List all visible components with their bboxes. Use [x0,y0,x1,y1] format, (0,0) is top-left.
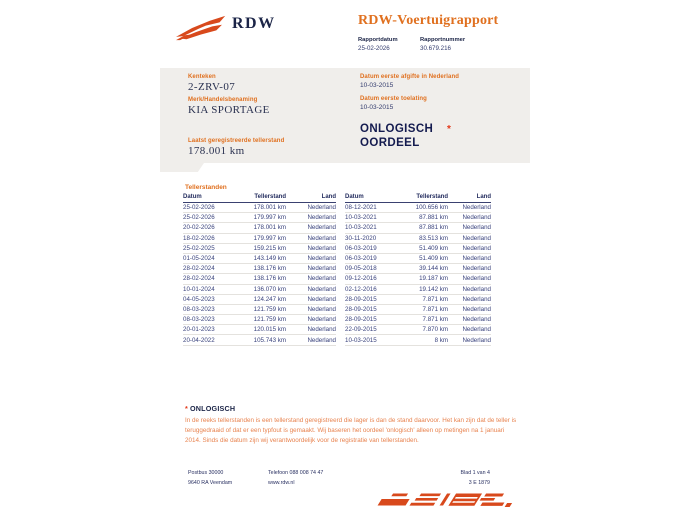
table-header-row [345,194,491,203]
odometer-cell: 143.149 km [253,255,286,263]
country-cell: Nederland [307,265,336,273]
date-cell: 10-03-2021 [345,214,377,222]
header-datum: Datum [345,194,364,200]
kenteken-value: 2-ZRV-07 [188,81,236,93]
table-row [345,234,491,244]
date-cell: 10-01-2024 [183,285,215,293]
date-cell: 06-03-2019 [345,244,377,252]
odometer-cell: 7.871 km [422,316,448,324]
odometer-cell: 87.881 km [419,214,448,222]
table-row [183,254,336,264]
country-cell: Nederland [462,295,491,303]
country-cell: Nederland [462,244,491,252]
merk-label: Merk/Handelsbenaming [188,97,258,103]
date-cell: 25-02-2026 [183,204,215,212]
odometer-cell: 105.743 km [253,336,286,344]
odometer-value: 178.001 km [188,145,245,157]
table-row [345,285,491,295]
header-datum: Datum [183,194,202,200]
kenteken-label: Kenteken [188,74,216,80]
verdict-asterisk-icon: * [447,124,451,135]
odometer-cell: 83.513 km [419,234,448,242]
table-title: Tellerstanden [185,184,227,191]
odometer-cell: 121.759 km [253,316,286,324]
date-cell: 28-02-2024 [183,265,215,273]
table-row [345,203,491,213]
header-tellerstand: Tellerstand [416,194,448,200]
table-row [183,274,336,284]
footer-website: www.rdw.nl [268,479,295,486]
header-land: Land [321,194,336,200]
country-cell: Nederland [462,255,491,263]
country-cell: Nederland [307,336,336,344]
odometer-cell: 136.070 km [253,285,286,293]
date-cell: 20-02-2026 [183,224,215,232]
date-cell: 02-12-2016 [345,285,377,293]
country-cell: Nederland [307,275,336,283]
country-cell: Nederland [307,316,336,324]
rdw-wordmark: RDW [232,15,276,32]
rdw-logo-icon [176,14,226,42]
date-cell: 06-03-2019 [345,255,377,263]
odometer-cell: 121.759 km [253,305,286,313]
country-cell: Nederland [462,204,491,212]
footer-address [188,469,232,488]
footer-paging [400,469,490,488]
speed-lines-icon [374,492,526,512]
table-row [345,295,491,305]
date-cell: 30-11-2020 [345,234,377,242]
country-cell: Nederland [462,305,491,313]
odometer-cell: 19.187 km [419,275,448,283]
merk-value: KIA SPORTAGE [188,104,270,116]
date-cell: 20-04-2022 [183,336,215,344]
table-row [183,234,336,244]
odometer-cell: 138.176 km [253,275,286,283]
odometer-cell: 51.409 km [419,255,448,263]
report-number-label: Rapportnummer [420,37,466,43]
country-cell: Nederland [307,285,336,293]
country-cell: Nederland [307,214,336,222]
table-row [345,305,491,315]
country-cell: Nederland [307,234,336,242]
verdict-line1: ONLOGISCH [360,123,434,135]
country-cell: Nederland [462,285,491,293]
odometer-cell: 179.997 km [253,234,286,242]
odometer-table-left [183,194,336,346]
table-row [183,315,336,325]
table-row [183,305,336,315]
date-cell: 04-05-2023 [183,295,215,303]
table-row [183,325,336,335]
first-issue-value: 10-03-2015 [360,82,394,89]
report-date-label: Rapportdatum [358,37,398,43]
odometer-table-right [345,194,491,346]
odometer-cell: 39.144 km [419,265,448,273]
footnote-heading [185,404,235,413]
table-row [183,244,336,254]
table-row [345,213,491,223]
footnote-text: In de reeks tellerstanden is een tellerstand geregistreerd die lager is dan de stand daarvoor. Het kan zijn dat de teller is teruggedraaid of dat er een typfout is gemaakt. Wij baseren het oordeel 'onlogisch' alleen op metingen na 1 januari 2014. Sinds die datum zijn wij verantwoordelijk voor de registratie van tellerstanden. [185,417,517,444]
date-cell: 08-03-2023 [183,316,215,324]
footer-form-code: 3 E 1879 [468,479,490,486]
first-admission-value: 10-03-2015 [360,104,394,111]
page-title: RDW-Voertuigrapport [358,13,499,28]
country-cell: Nederland [462,265,491,273]
table-row [183,223,336,233]
table-row [345,335,491,345]
table-row [345,254,491,264]
date-cell: 09-05-2018 [345,265,377,273]
odometer-cell: 7.871 km [422,295,448,303]
odometer-cell: 19.142 km [419,285,448,293]
date-cell: 08-03-2023 [183,305,215,313]
table-row [345,264,491,274]
date-cell: 25-02-2026 [183,214,215,222]
footer-contact [268,469,323,488]
country-cell: Nederland [307,305,336,313]
table-row [345,274,491,284]
footer-page-number: Blad 1 van 4 [460,470,490,476]
country-cell: Nederland [462,275,491,283]
country-cell: Nederland [307,326,336,334]
country-cell: Nederland [462,234,491,242]
country-cell: Nederland [307,255,336,263]
footer-address-line2: 9640 RA Veendam [188,479,233,486]
table-row [345,244,491,254]
table-row [183,335,336,345]
date-cell: 09-12-2016 [345,275,377,283]
date-cell: 28-09-2015 [345,316,377,324]
first-issue-label: Datum eerste afgifte in Nederland [360,74,459,80]
table-row [183,285,336,295]
country-cell: Nederland [462,224,491,232]
odometer-cell: 179.997 km [253,214,286,222]
summary-box-tab [160,163,204,172]
date-cell: 20-01-2023 [183,326,215,334]
header-land: Land [476,194,491,200]
table-row [183,203,336,213]
country-cell: Nederland [462,326,491,334]
verdict-line2: OORDEEL [360,137,420,149]
verdict-text [360,122,433,150]
odometer-cell: 87.881 km [419,224,448,232]
country-cell: Nederland [462,214,491,222]
date-cell: 10-03-2021 [345,224,377,232]
footer-address-line1: Postbus 30000 [188,470,224,476]
odometer-cell: 178.001 km [253,224,286,232]
table-header-row [183,194,336,203]
footnote-asterisk-icon: * [185,404,188,413]
country-cell: Nederland [307,295,336,303]
table-row [345,315,491,325]
odometer-cell: 120.015 km [253,326,286,334]
date-cell: 28-02-2024 [183,275,215,283]
odometer-cell: 8 km [434,336,448,344]
date-cell: 28-09-2015 [345,305,377,313]
table-row [345,223,491,233]
report-date-value: 25-02-2026 [358,45,390,52]
date-cell: 10-03-2015 [345,336,377,344]
odometer-cell: 159.215 km [253,244,286,252]
odometer-label: Laatst geregistreerde tellerstand [188,138,285,144]
odometer-cell: 178.001 km [253,204,286,212]
date-cell: 22-09-2015 [345,326,377,334]
footer-phone: Telefoon 088 008 74 47 [268,470,324,476]
header-tellerstand: Tellerstand [254,194,286,200]
country-cell: Nederland [462,336,491,344]
table-row [183,295,336,305]
footnote-title: ONLOGISCH [190,404,236,413]
date-cell: 18-02-2026 [183,234,215,242]
country-cell: Nederland [462,316,491,324]
report-number-value: 30.679.216 [420,45,451,52]
first-admission-label: Datum eerste toelating [360,96,427,102]
odometer-cell: 138.176 km [253,265,286,273]
table-row [183,213,336,223]
table-row [183,264,336,274]
odometer-cell: 7.871 km [422,305,448,313]
date-cell: 08-12-2021 [345,204,377,212]
date-cell: 01-05-2024 [183,255,215,263]
odometer-cell: 100.656 km [415,204,448,212]
odometer-cell: 124.247 km [253,295,286,303]
date-cell: 25-02-2025 [183,244,215,252]
odometer-cell: 7.870 km [422,326,448,334]
country-cell: Nederland [307,204,336,212]
odometer-cell: 51.409 km [419,244,448,252]
country-cell: Nederland [307,244,336,252]
table-row [345,325,491,335]
date-cell: 28-09-2015 [345,295,377,303]
country-cell: Nederland [307,224,336,232]
